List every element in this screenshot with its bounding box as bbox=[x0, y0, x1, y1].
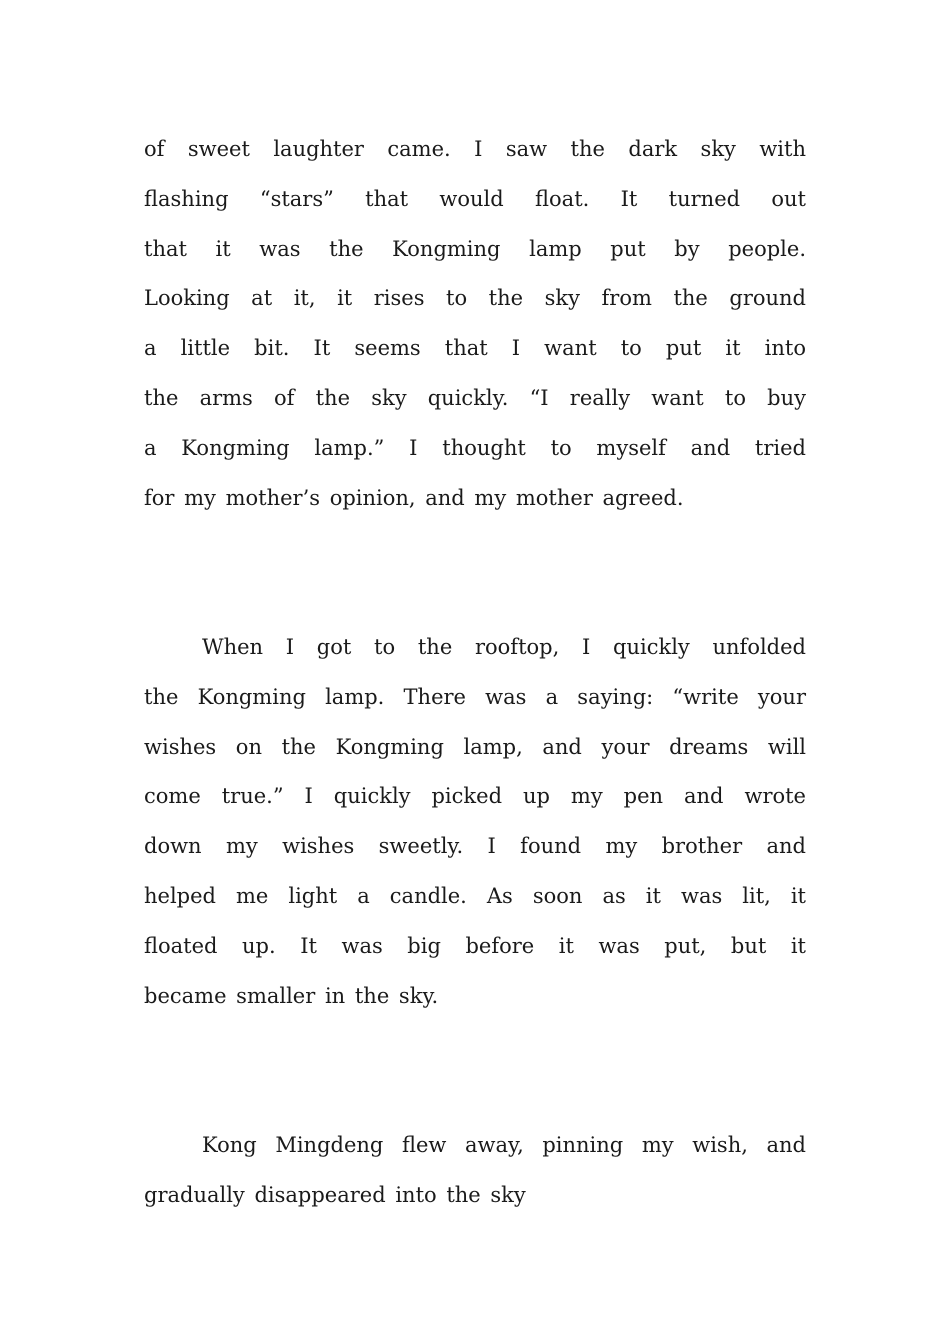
text-line: When I got to the rooftop, I quickly unfolded bbox=[202, 635, 806, 659]
text-line: wishes on the Kongming lamp, and your dreams will bbox=[144, 734, 806, 759]
text-line: gradually disappeared into the sky bbox=[144, 1182, 526, 1207]
text-line: became smaller in the sky. bbox=[144, 983, 439, 1008]
text-line: a Kongming lamp.” I thought to myself and tried bbox=[144, 435, 806, 460]
text-line: the arms of the sky quickly. “I really want to buy bbox=[144, 385, 806, 410]
text-line: come true.” I quickly picked up my pen and wrote bbox=[144, 784, 806, 809]
text-line: Looking at it, it rises to the sky from the ground bbox=[144, 286, 806, 311]
paragraph-3 bbox=[144, 1121, 806, 1221]
paragraph-1 bbox=[144, 125, 806, 523]
text-line: of sweet laughter came. I saw the dark sky with bbox=[144, 137, 806, 161]
text-line: down my wishes sweetly. I found my brother and bbox=[144, 834, 806, 859]
text-line: flashing “stars” that would float. It turned out bbox=[144, 186, 806, 211]
paragraph-2 bbox=[144, 623, 806, 1021]
text-line: floated up. It was big before it was put, but it bbox=[144, 933, 806, 958]
text-line: Kong Mingdeng flew away, pinning my wish, and bbox=[202, 1133, 806, 1157]
text-line: that it was the Kongming lamp put by people. bbox=[144, 236, 806, 261]
text-line: the Kongming lamp. There was a saying: “write your bbox=[144, 684, 806, 709]
text-line: helped me light a candle. As soon as it was lit, it bbox=[144, 883, 806, 908]
text-line: for my mother’s opinion, and my mother agreed. bbox=[144, 485, 684, 510]
text-line: a little bit. It seems that I want to put it into bbox=[144, 336, 806, 361]
